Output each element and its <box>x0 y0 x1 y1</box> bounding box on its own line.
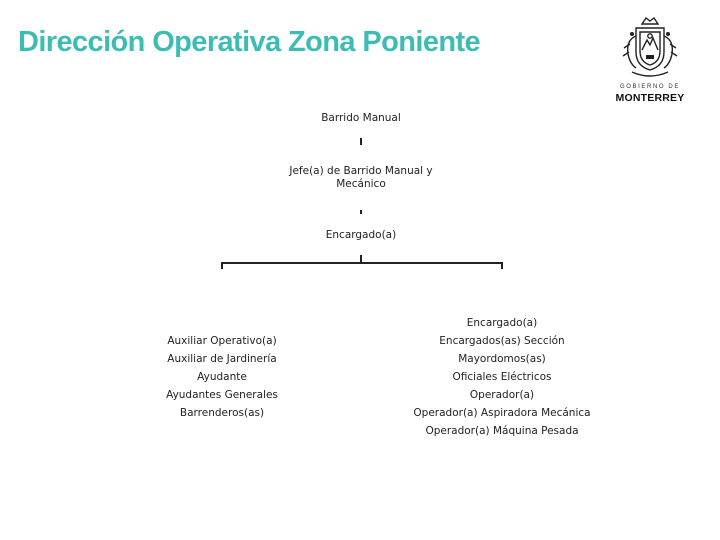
right-branch-list <box>402 314 602 440</box>
left-branch-list <box>142 332 302 422</box>
monterrey-logo <box>612 14 688 106</box>
list-item: Ayudante <box>197 371 247 383</box>
connector-level2-level3 <box>360 210 362 214</box>
logo-city-text: MONTERREY <box>615 92 685 104</box>
coat-of-arms-icon <box>620 14 680 82</box>
list-item: Encargados(as) Sección <box>439 335 565 347</box>
list-item: Encargado(a) <box>466 317 538 329</box>
connector-right-drop <box>501 262 503 269</box>
connector-level1-level2 <box>360 138 362 145</box>
list-item: Operador(a) Aspiradora Mecánica <box>413 407 591 419</box>
connector-left-drop <box>221 262 223 269</box>
connector-horizontal-bar <box>221 262 503 264</box>
list-item: Auxiliar Operativo(a) <box>167 335 277 347</box>
list-item: Oficiales Eléctricos <box>452 371 552 383</box>
logo-government-text: GOBIERNO DE <box>620 84 680 90</box>
list-item: Auxiliar de Jardinería <box>167 353 277 365</box>
page-title: Dirección Operativa Zona Poniente <box>18 26 481 58</box>
list-item: Mayordomos(as) <box>458 353 546 365</box>
list-item: Operador(a) <box>469 389 535 401</box>
node-barrido-manual: Barrido Manual <box>321 112 401 124</box>
node-jefe-barrido: Jefe(a) de Barrido Manual y Mecánico <box>289 165 433 190</box>
list-item: Ayudantes Generales <box>166 389 278 401</box>
list-item: Barrenderos(as) <box>179 407 265 419</box>
list-item: Operador(a) Máquina Pesada <box>425 425 579 437</box>
node-encargado: Encargado(a) <box>325 229 397 241</box>
